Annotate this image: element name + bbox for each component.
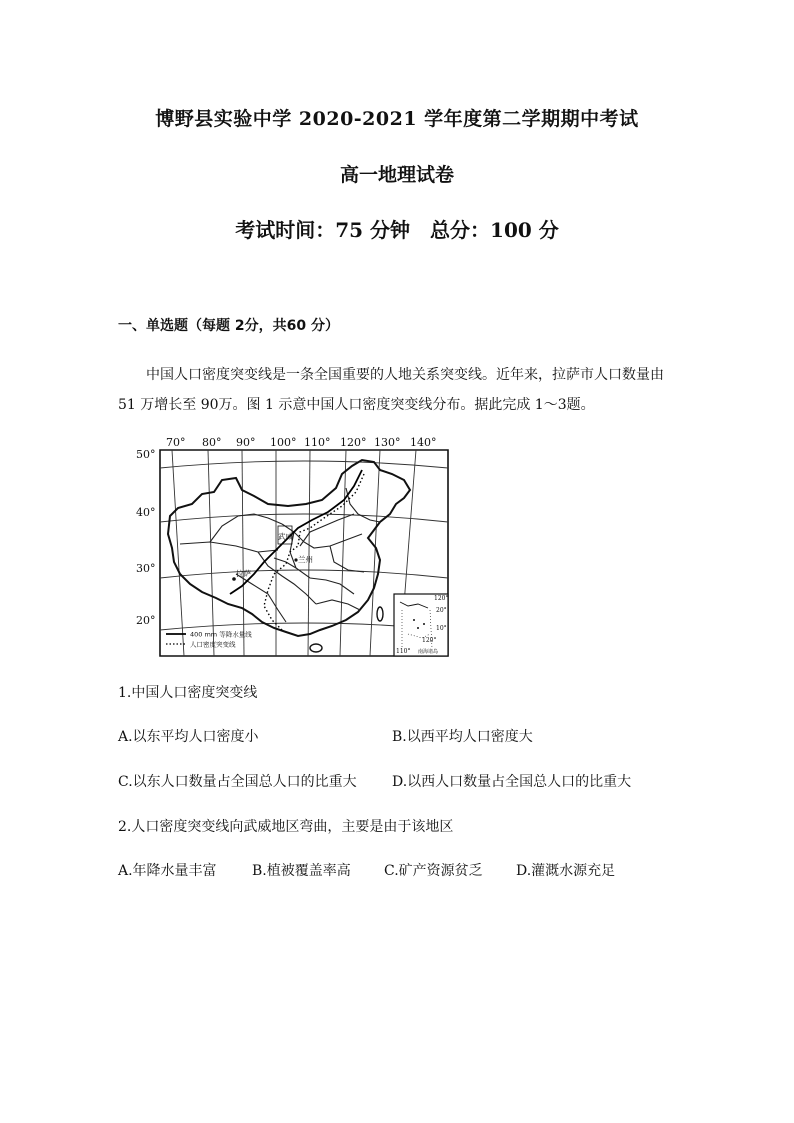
lat-label: 20° [136, 614, 156, 627]
inset-label: 120° [434, 595, 449, 602]
question-1-stem: 1.中国人口密度突变线 [118, 685, 258, 701]
place-label-lanzhou: 兰州 [298, 555, 313, 564]
lat-label: 30° [136, 562, 156, 575]
question-1-option-b: B.以西平均人口密度大 [392, 729, 533, 745]
lon-label: 140° [410, 436, 437, 449]
inset-label: 10° [436, 625, 447, 632]
lhasa-point [232, 577, 236, 581]
question-2-option-a: A.年降水量丰富 [118, 863, 217, 879]
exam-info: 考试时间：75 分钟 总分：100 分 [235, 218, 559, 242]
lon-label: 90° [236, 436, 256, 449]
lon-label: 100° [270, 436, 297, 449]
lon-label: 70° [166, 436, 186, 449]
question-1-option-c: C.以东人口数量占全国总人口的比重大 [118, 774, 357, 790]
legend-density-label: 人口密度突变线 [190, 640, 236, 649]
inset-title: 南海诸岛 [418, 649, 439, 655]
population-density-line [264, 474, 364, 630]
lon-label: 110° [304, 436, 331, 449]
lat-label: 40° [136, 506, 156, 519]
question-1-option-d: D.以西人口数量占全国总人口的比重大 [392, 774, 632, 790]
inset-label: 20° [436, 607, 447, 614]
lanzhou-point [294, 558, 297, 561]
question-2-option-c: C.矿产资源贫乏 [384, 863, 483, 879]
section-heading: 一、单选题（每题 2分，共60 分） [118, 318, 339, 334]
question-2-stem: 2.人口密度突变线向武威地区弯曲，主要是由于该地区 [118, 819, 454, 835]
china-population-density-map [118, 434, 458, 662]
question-2-option-d: D.灌溉水源充足 [516, 863, 616, 879]
school-exam-title: 博野县实验中学 2020-2021 学年度第二学期期中考试 [155, 108, 639, 130]
lon-label: 130° [374, 436, 401, 449]
place-label-lhasa: 拉萨 [236, 569, 251, 578]
question-2-option-b: B.植被覆盖率高 [252, 863, 351, 879]
question-1-option-a: A.以东平均人口密度小 [118, 729, 259, 745]
map-legend [166, 630, 252, 649]
subject-title: 高一地理试卷 [339, 164, 454, 186]
taiwan-island [377, 607, 383, 621]
inset-label: 120° [422, 637, 437, 644]
china-outline [168, 460, 410, 636]
lon-label: 120° [340, 436, 367, 449]
hainan-island [310, 644, 322, 652]
place-label-wuwei: 武威 [278, 532, 293, 541]
legend-isohyet-label: 400 mm 等降水量线 [190, 630, 252, 639]
passage-text: 中国人口密度突变线是一条全国重要的人地关系突变线。近年来，拉萨市人口数量由 51 万增长至 90万。图 1 示意中国人口密度突变线分布。据此完成 1～3题。 [118, 367, 664, 413]
inset-label: 110° [396, 648, 411, 655]
lat-label: 50° [136, 448, 156, 461]
lon-label: 80° [202, 436, 222, 449]
south-china-sea-inset [394, 594, 448, 656]
